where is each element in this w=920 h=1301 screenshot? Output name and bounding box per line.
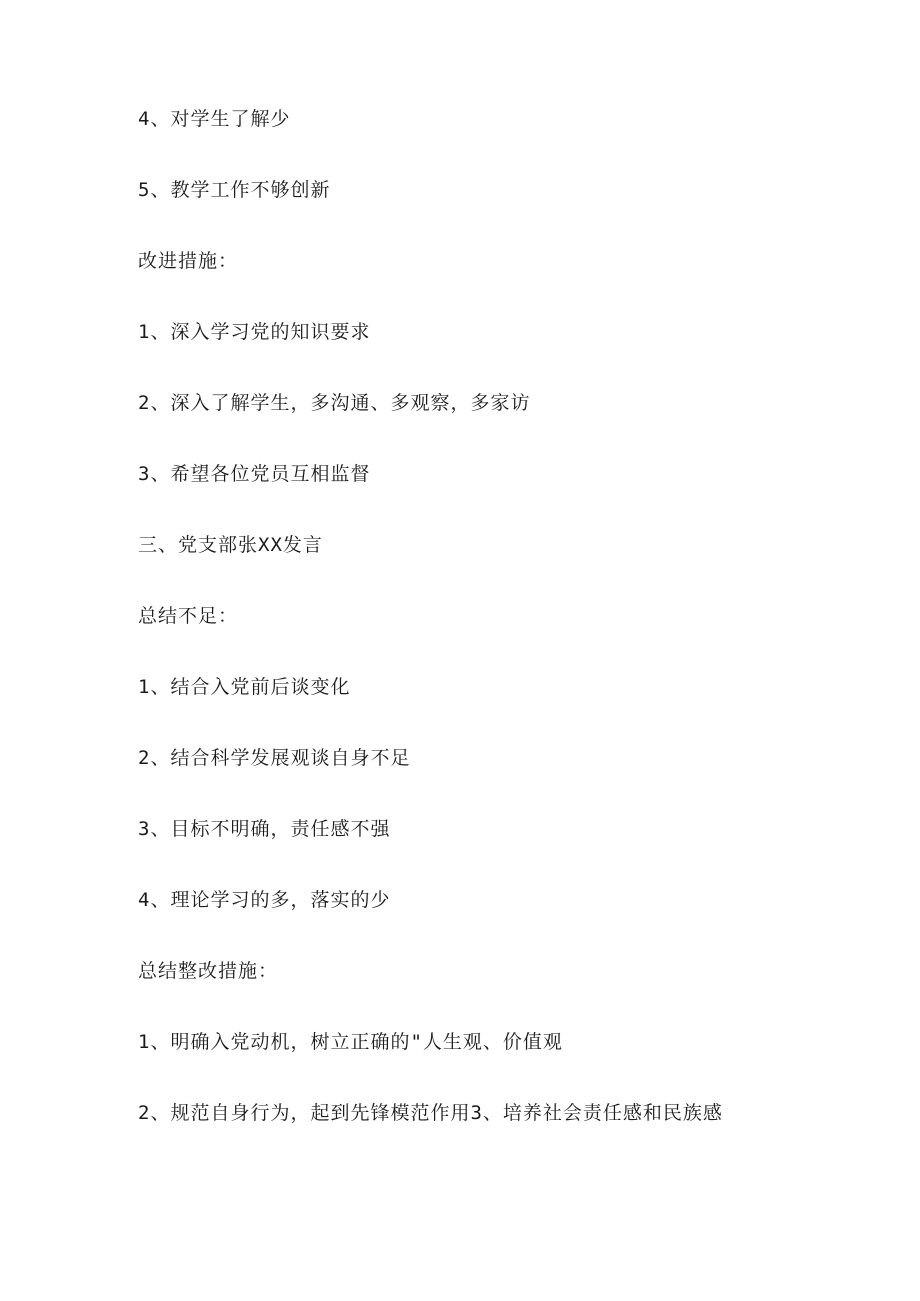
list-item: 4、对学生了解少 [138, 108, 291, 130]
section-heading: 总结不足： [138, 605, 239, 627]
section-heading: 三、党支部张XX发言 [138, 534, 323, 556]
list-item: 2、规范自身行为，起到先锋模范作用3、培养社会责任感和民族感 [138, 1102, 723, 1124]
list-item: 1、结合入党前后谈变化 [138, 676, 351, 698]
section-heading: 改进措施： [138, 250, 239, 272]
list-item: 2、结合科学发展观谈自身不足 [138, 747, 411, 769]
list-item: 4、理论学习的多，落实的少 [138, 889, 391, 911]
list-item: 1、深入学习党的知识要求 [138, 321, 371, 343]
list-item: 3、希望各位党员互相监督 [138, 463, 371, 485]
list-item: 3、目标不明确，责任感不强 [138, 818, 391, 840]
section-heading: 总结整改措施： [138, 960, 279, 982]
list-item: 2、深入了解学生，多沟通、多观察，多家访 [138, 392, 531, 414]
list-item: 5、教学工作不够创新 [138, 179, 331, 201]
list-item: 1、明确入党动机，树立正确的"人生观、价值观 [138, 1031, 563, 1053]
